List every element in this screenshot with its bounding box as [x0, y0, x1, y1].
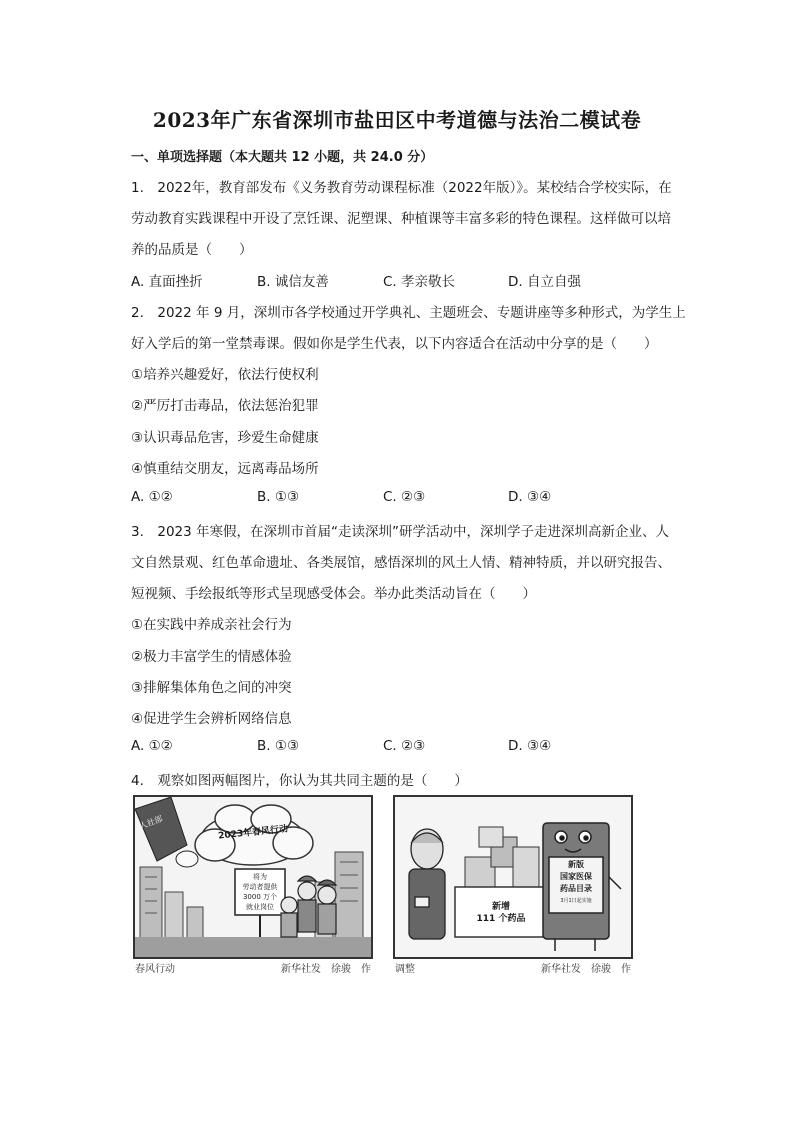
q2-item-1: ①培养兴趣爱好，依法行使权利	[131, 367, 319, 383]
cartoon-1-sign	[236, 872, 284, 912]
q4-line-1: 4. 观察如图两幅图片，你认为其共同主题的是（ ）	[131, 773, 468, 789]
cartoon-spring-breeze	[133, 795, 373, 973]
q2-option-c[interactable]: C. ②③	[383, 489, 426, 505]
cartoon-2-frame	[393, 795, 633, 959]
q3-item-2: ②极力丰富学生的情感体验	[131, 649, 292, 665]
cartoon-2-box-label	[457, 901, 545, 925]
cartoon-1-sleeve-text: 人社部	[138, 814, 164, 831]
q3-option-b[interactable]: B. ①③	[257, 738, 300, 754]
q3-item-4: ④促进学生会辨析网络信息	[131, 711, 292, 727]
cartoon-1-sign-line-2: 劳动者提供	[242, 883, 278, 891]
q2-item-4: ④慎重结交朋友，远离毒品场所	[131, 461, 319, 477]
q2-option-a[interactable]: A. ①②	[131, 489, 173, 505]
cartoon-1-caption: 春风行动	[135, 964, 175, 975]
cartoon-2-book-label	[550, 859, 602, 907]
q1-line-1: 1. 2022年，教育部发布《义务教育劳动课程标准（2022年版）》。某校结合学校实际，在	[131, 180, 672, 196]
q3-line-1: 3. 2023 年寒假，在深圳市首届“走读深圳”研学活动中，深圳学子走进深圳高新企业、人	[131, 524, 670, 540]
exam-title: 2023年广东省深圳市盐田区中考道德与法治二模试卷	[152, 108, 642, 132]
q2-line-1: 2. 2022 年 9 月，深圳市各学校通过开学典礼、主题班会、专题讲座等多种形式，为学生上	[131, 305, 686, 321]
q1-option-d[interactable]: D. 自立自强	[508, 274, 581, 290]
q1-option-c[interactable]: C. 孝亲敬长	[383, 274, 456, 290]
q2-option-d[interactable]: D. ③④	[508, 489, 552, 505]
cartoon-2-box-line-2: 111 个药品	[476, 914, 526, 924]
q3-item-1: ①在实践中养成亲社会行为	[131, 617, 292, 633]
q1-option-b[interactable]: B. 诚信友善	[257, 274, 329, 290]
cartoon-1-cloud-text: 2023年春风行动	[217, 824, 289, 842]
q2-line-2: 好入学后的第一堂禁毒课。假如你是学生代表，以下内容适合在活动中分享的是（ ）	[131, 336, 658, 352]
cartoon-2-book-line-3: 药品目录	[560, 884, 592, 893]
cartoon-1-sign-line-3: 3000 万个	[242, 893, 278, 901]
cartoon-2-credit: 新华社发 徐骏 作	[541, 964, 631, 975]
section-heading: 一、单项选择题（本大题共 12 小题，共 24.0 分）	[131, 150, 434, 165]
q1-option-a[interactable]: A. 直面挫折	[131, 274, 203, 290]
cartoon-1-frame	[133, 795, 373, 959]
q1-line-3: 养的品质是（ ）	[131, 242, 253, 258]
cartoon-2-book-line-1: 新版	[568, 860, 584, 869]
q2-option-b[interactable]: B. ①③	[257, 489, 300, 505]
cartoon-1-sign-line-4: 就业岗位	[246, 903, 274, 911]
q2-item-2: ②严厉打击毒品，依法惩治犯罪	[131, 398, 319, 414]
cartoon-2-book-line-2: 国家医保	[560, 872, 592, 881]
cartoon-2-caption: 调整	[395, 964, 415, 975]
cartoon-1-sign-line-1: 将为	[253, 873, 267, 881]
cartoon-2-book-date: 3月1日起实施	[560, 898, 592, 904]
q3-line-2: 文自然景观、红色革命遗址、各类展馆，感悟深圳的风土人情、精神特质，并以研究报告、	[131, 555, 671, 571]
q3-line-3: 短视频、手绘报纸等形式呈现感受体会。举办此类活动旨在（ ）	[131, 586, 536, 602]
q3-option-a[interactable]: A. ①②	[131, 738, 173, 754]
q3-option-c[interactable]: C. ②③	[383, 738, 426, 754]
cartoon-adjustment	[393, 795, 633, 973]
cartoon-1-credit: 新华社发 徐骏 作	[281, 964, 371, 975]
q1-line-2: 劳动教育实践课程中开设了烹饪课、泥塑课、种植课等丰富多彩的特色课程。这样做可以培	[131, 211, 671, 227]
q2-item-3: ③认识毒品危害，珍爱生命健康	[131, 430, 319, 446]
cartoon-2-box-line-1: 新增	[491, 902, 510, 912]
q3-item-3: ③排解集体角色之间的冲突	[131, 680, 292, 696]
q3-option-d[interactable]: D. ③④	[508, 738, 552, 754]
